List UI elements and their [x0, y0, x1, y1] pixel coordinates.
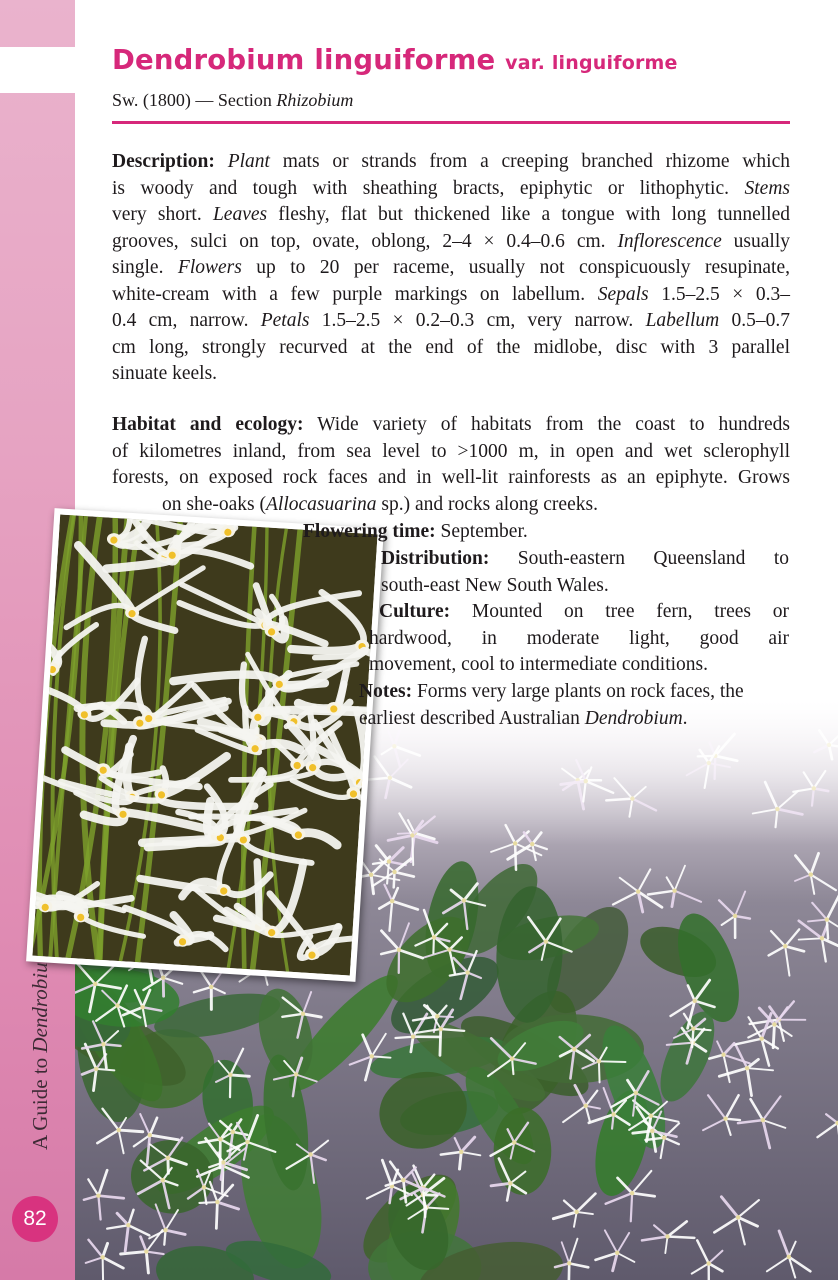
notes-paragraph: Notes: Forms very large plants on rock faces, the earliest described Australian Dendrobium.	[359, 681, 744, 729]
variety-name: var. linguiforme	[505, 52, 678, 74]
habitat-label: Habitat and ecology:	[112, 414, 304, 435]
side-band-notch	[0, 47, 75, 93]
section-name: Rhizobium	[276, 90, 354, 110]
authority-line: Sw. (1800) — Section Rhizobium	[112, 90, 354, 110]
description-label: Description:	[112, 151, 215, 172]
notes-label: Notes:	[359, 681, 413, 702]
species-name: Dendrobium linguiforme	[112, 44, 496, 76]
flowering-time: Flowering time: September.	[303, 521, 528, 542]
habitat-paragraph: Habitat and ecology: Wide variety of habitats from the coast to hundreds of kilometres inland, from sea level to >1000 m, in open and wet sclerophyll forests, on exposed rock faces and in well-lit rainforests as an epiphyte. Grows	[112, 414, 790, 488]
page-number: 82	[12, 1196, 58, 1242]
culture-paragraph: Culture: Mounted on tree fern, trees or hardwood, in moderate light, good air movement, cool to intermediate conditions.	[369, 601, 789, 675]
description-paragraph: Description: Plant mats or strands from a creeping branched rhizome which is woody and tough with sheathing bracts, epiphytic or lithophytic. Stems very short. Leaves fleshy, flat but thickened like a tongue with long tunnelled grooves, sulci on top, ovate, oblong, 2–4 × 0.4–0.6 cm. Inflorescence usually single. Flowers up to 20 per raceme, usually not conspicuously resupinate, white-cream with a few purple markings on labellum. Sepals 1.5–2.5 × 0.3– 0.4 cm, narrow. Petals 1.5–2.5 × 0.2–0.3 cm, very narrow. Labellum 0.5–0.7 cm long, strongly recurved at the end of the midlobe, disc with 3 parallel sinuate keels.	[112, 151, 791, 384]
title-rule	[112, 121, 790, 124]
species-title	[112, 44, 678, 76]
distribution-paragraph: Distribution: South-eastern Queensland to south-east New South Wales.	[381, 548, 789, 596]
habitat-paragraph-end: on she-oaks (Allocasuarina sp.) and rocks along creeks.	[162, 494, 598, 515]
distribution-label: Distribution:	[381, 548, 490, 569]
flower-closeup-photo	[26, 508, 384, 982]
culture-label: Culture:	[379, 601, 451, 622]
running-footer: A Guide to Dendrobiu	[28, 962, 52, 1150]
flowering-label: Flowering time:	[303, 521, 436, 542]
